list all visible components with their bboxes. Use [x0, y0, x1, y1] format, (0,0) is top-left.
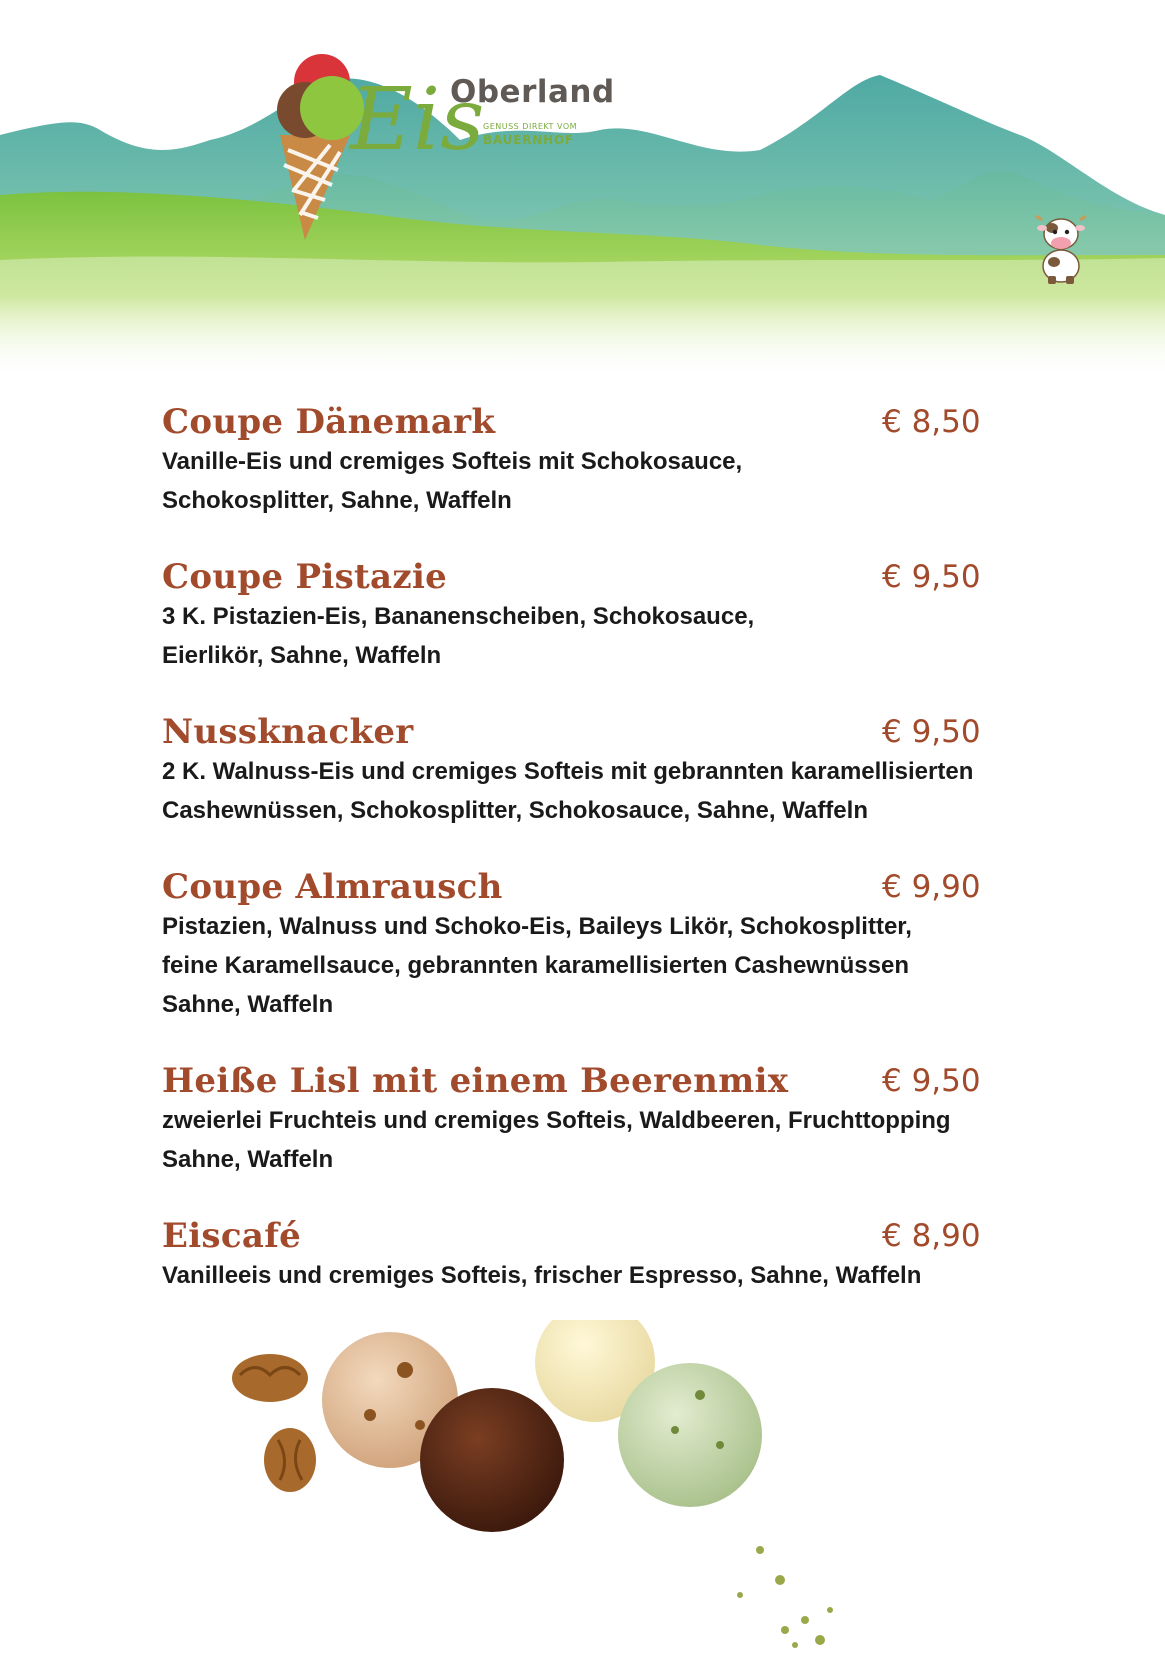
pistachio-icon [737, 1546, 833, 1648]
menu-item-description: Pistazien, Walnuss und Schoko-Eis, Baileys Likör, Schokosplitter, feine Karamellsauce, gebrannten karamellisierten Cashewnüssen Sahne, Waffeln [162, 913, 912, 1018]
menu-item-name: Coupe Almrausch [162, 867, 503, 907]
menu-item-description: 2 K. Walnuss-Eis und cremiges Softeis mit gebrannten karamellisierten Cashewnüssen, Schokosplitter, Schokosauce, Sahne, Waffeln [162, 758, 974, 824]
menu-item-header [162, 1061, 1022, 1107]
menu-item [162, 712, 1022, 867]
logo-tagline-2: BAUERNHOF [483, 133, 574, 147]
menu-item [162, 1216, 1022, 1326]
menu-item-header [162, 867, 1022, 913]
menu-item-header [162, 557, 1022, 603]
menu-item-name: Coupe Pistazie [162, 557, 448, 597]
menu-item-price: € 9,50 [882, 714, 981, 750]
menu-item-name: Coupe Dänemark [162, 402, 496, 442]
menu-item [162, 402, 1022, 557]
menu-list [162, 402, 1022, 1326]
menu-item [162, 557, 1022, 712]
logo-word: Oberland [450, 74, 615, 110]
menu-item-name: Heiße Lisl mit einem Beerenmix [162, 1061, 789, 1101]
menu-item-price: € 9,50 [882, 559, 981, 595]
menu-item-name: Nussknacker [162, 712, 414, 752]
ice-cream-scoops-image [220, 1320, 900, 1654]
walnut-icon [232, 1354, 316, 1492]
menu-item-description: Vanille-Eis und cremiges Softeis mit Schokosauce, Schokosplitter, Sahne, Waffeln [162, 448, 743, 514]
menu-item-header [162, 1216, 1022, 1262]
menu-item [162, 1061, 1022, 1216]
menu-item-description: Vanilleeis und cremiges Softeis, frischer Espresso, Sahne, Waffeln [162, 1262, 922, 1289]
cow-mascot-icon [1030, 210, 1092, 286]
menu-item-description: zweierlei Fruchteis und cremiges Softeis, Waldbeeren, Fruchttopping Sahne, Waffeln [162, 1107, 951, 1173]
logo-script: Eis [350, 70, 485, 170]
brand-logo [270, 40, 615, 255]
logo-tagline-1: GENUSS DIREKT VOM [483, 122, 578, 131]
menu-item-name: Eiscafé [162, 1216, 302, 1256]
menu-item-price: € 8,90 [882, 1218, 981, 1254]
menu-item-header [162, 402, 1022, 448]
menu-item-price: € 8,50 [882, 404, 981, 440]
menu-item-price: € 9,90 [882, 869, 981, 905]
menu-item [162, 867, 1022, 1061]
menu-item-price: € 9,50 [882, 1063, 981, 1099]
menu-item-description: 3 K. Pistazien-Eis, Bananenscheiben, Schokosauce, Eierlikör, Sahne, Waffeln [162, 603, 755, 669]
menu-item-header [162, 712, 1022, 758]
